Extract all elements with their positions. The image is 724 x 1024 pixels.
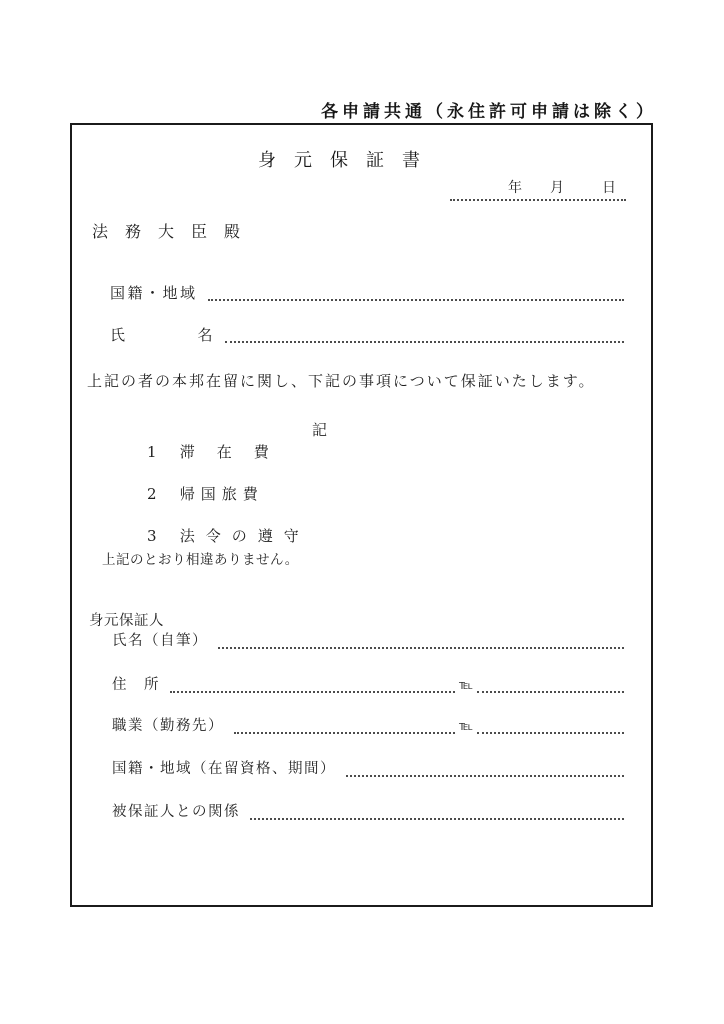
item-number: 2 <box>147 485 157 503</box>
applicant-nationality-label: 国籍・地域 <box>110 284 198 302</box>
guarantor-section-label: 身元保証人 <box>89 613 164 629</box>
guarantor-name-label: 氏名（自筆） <box>112 633 208 649</box>
date-line[interactable] <box>450 175 626 201</box>
closing-statement: 上記のとおり相違ありません。 <box>102 552 299 568</box>
addressee: 法 務 大 臣 殿 <box>92 222 241 241</box>
item-label: 滞在費 <box>179 443 291 461</box>
list-item <box>147 525 310 546</box>
guarantor-occupation-label: 職業（勤務先） <box>112 718 224 734</box>
applicant-nationality-input-line[interactable] <box>208 299 624 301</box>
form-title: 身 元 保 証 書 <box>258 150 420 171</box>
header-note: 各申請共通（永住許可申請は除く） <box>321 102 657 122</box>
guarantor-relationship-field <box>112 801 624 823</box>
guarantor-address-input-line[interactable] <box>170 691 455 693</box>
applicant-name-input-line[interactable] <box>225 341 624 343</box>
applicant-nationality-field <box>110 282 624 304</box>
applicant-name-label: 氏 名 <box>110 326 216 344</box>
guarantor-occupation-input-line[interactable] <box>234 732 455 734</box>
guarantor-address-label: 住 所 <box>112 677 160 693</box>
guarantor-address-field <box>112 674 624 696</box>
tel-icon: ℡ <box>459 719 473 734</box>
day-label: 日 <box>602 180 616 196</box>
item-label: 帰国旅費 <box>179 485 264 503</box>
guarantor-nationality-field <box>112 758 624 780</box>
guarantor-occupation-tel-input-line[interactable] <box>477 732 624 734</box>
month-label: 月 <box>550 180 564 196</box>
guarantor-occupation-field <box>112 715 624 737</box>
year-label: 年 <box>508 180 522 196</box>
item-label: 法令の遵守 <box>179 527 310 545</box>
form-border-box <box>70 123 653 907</box>
guarantor-name-input-line[interactable] <box>218 647 624 649</box>
tel-icon: ℡ <box>459 678 473 693</box>
applicant-name-field <box>110 324 624 346</box>
list-item <box>147 441 291 462</box>
guarantor-address-tel-input-line[interactable] <box>477 691 624 693</box>
guarantor-nationality-label: 国籍・地域（在留資格、期間） <box>112 761 336 777</box>
guarantor-relationship-input-line[interactable] <box>250 818 624 820</box>
declaration-text: 上記の者の本邦在留に関し、下記の事項について保証いたします。 <box>87 372 596 390</box>
item-number: 3 <box>147 527 157 545</box>
list-item <box>147 483 264 504</box>
guarantor-name-field <box>112 630 624 652</box>
guarantor-relationship-label: 被保証人との関係 <box>112 804 240 820</box>
guarantor-nationality-input-line[interactable] <box>346 775 624 777</box>
item-number: 1 <box>147 443 157 461</box>
list-heading: 記 <box>312 421 328 439</box>
